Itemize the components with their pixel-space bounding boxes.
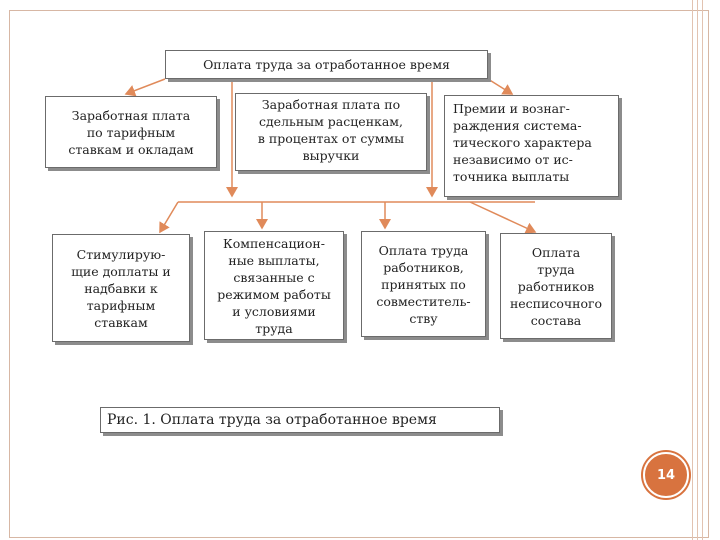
- connector: [160, 202, 178, 232]
- node-non-staff-pay: Оплата труда работников несписочного состава: [500, 233, 612, 339]
- root-node: Оплата труда за отработанное время: [165, 50, 488, 79]
- connector: [488, 79, 512, 94]
- node-bonuses: Премии и вознаг- раждения система- тического характера независимо от ис- точника выплаты: [444, 95, 619, 197]
- node-compensation-payments: Компенсацион- ные выплаты, связанные с режимом работы и условиями труда: [204, 231, 344, 340]
- figure-caption: Рис. 1. Оплата труда за отработанное время: [100, 407, 500, 433]
- connector: [470, 202, 535, 232]
- node-part-time-pay: Оплата труда работников, принятых по совместитель- ству: [361, 231, 486, 337]
- node-piecework-pay: Заработная плата по сдельным расценкам, в процентах от суммы выручки: [235, 93, 427, 171]
- page-number-badge: 14: [643, 452, 689, 498]
- connector: [126, 79, 165, 94]
- node-incentive-allowances: Стимулирую- щие доплаты и надбавки к тарифным ставкам: [52, 234, 190, 342]
- node-tariff-pay: Заработная плата по тарифным ставкам и окладам: [45, 96, 217, 168]
